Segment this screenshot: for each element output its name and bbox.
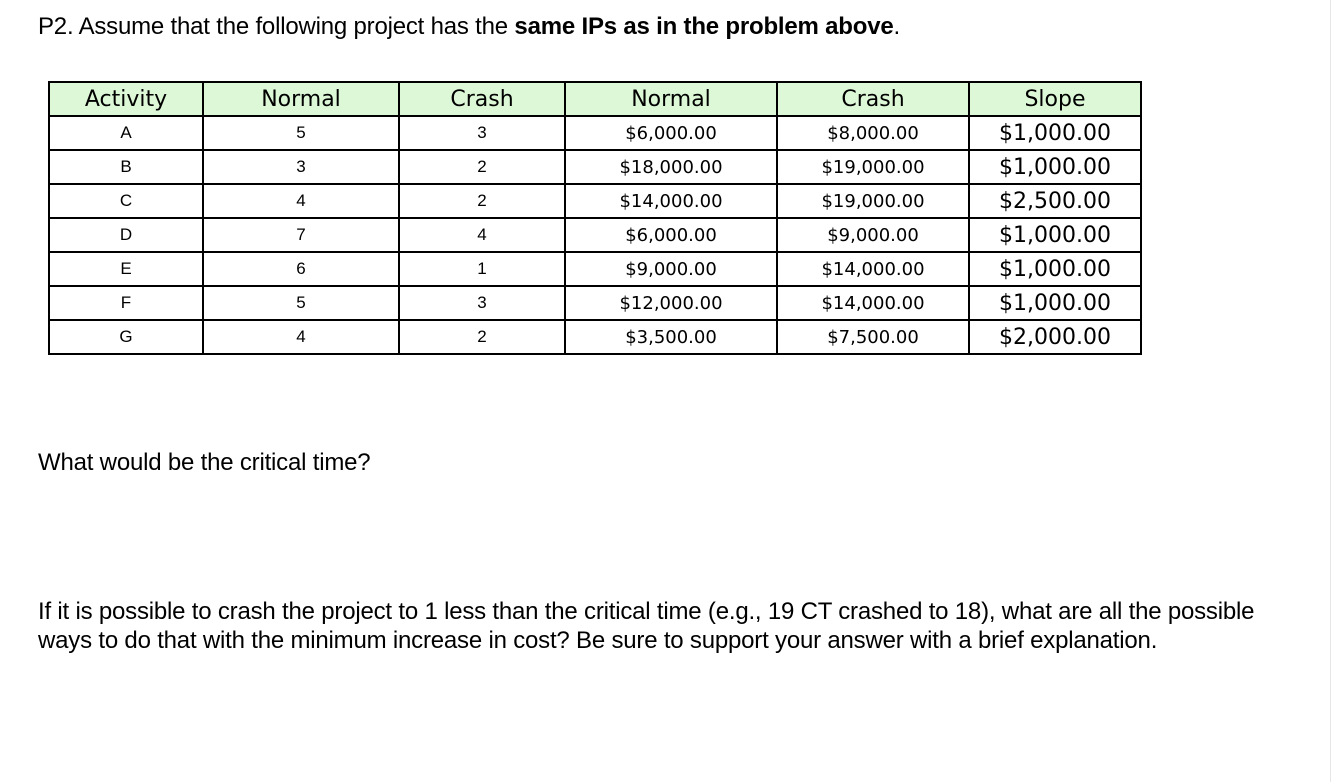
cell-crash-time: 2 xyxy=(399,320,565,354)
cell-normal-cost: $9,000.00 xyxy=(565,252,777,286)
cell-activity: C xyxy=(49,184,203,218)
header-activity: Activity xyxy=(49,82,203,116)
cell-crash-time: 1 xyxy=(399,252,565,286)
cell-crash-cost: $7,500.00 xyxy=(777,320,969,354)
cell-normal-time: 5 xyxy=(203,286,399,320)
cell-crash-cost: $19,000.00 xyxy=(777,150,969,184)
heading-suffix: . xyxy=(893,13,900,40)
cell-activity: A xyxy=(49,116,203,150)
header-slope: Slope xyxy=(969,82,1141,116)
table-row xyxy=(49,320,1141,354)
cell-normal-time: 3 xyxy=(203,150,399,184)
table-row xyxy=(49,286,1141,320)
cell-slope: $1,000.00 xyxy=(969,218,1141,252)
cell-activity: E xyxy=(49,252,203,286)
header-normal-cost: Normal xyxy=(565,82,777,116)
cell-crash-cost: $9,000.00 xyxy=(777,218,969,252)
cell-crash-time: 2 xyxy=(399,184,565,218)
table-row xyxy=(49,218,1141,252)
heading-bold: same IPs as in the problem above xyxy=(514,13,894,40)
cell-crash-cost: $14,000.00 xyxy=(777,286,969,320)
cell-normal-cost: $6,000.00 xyxy=(565,116,777,150)
cell-activity: G xyxy=(49,320,203,354)
page-edge xyxy=(1330,0,1342,782)
cell-normal-time: 4 xyxy=(203,184,399,218)
cell-slope: $1,000.00 xyxy=(969,252,1141,286)
table-row xyxy=(49,150,1141,184)
cell-crash-time: 4 xyxy=(399,218,565,252)
activity-table xyxy=(48,81,1142,355)
cell-activity: F xyxy=(49,286,203,320)
cell-activity: B xyxy=(49,150,203,184)
table-body xyxy=(49,116,1141,354)
cell-normal-cost: $18,000.00 xyxy=(565,150,777,184)
table-header-row xyxy=(49,82,1141,116)
cell-crash-cost: $8,000.00 xyxy=(777,116,969,150)
cell-normal-cost: $6,000.00 xyxy=(565,218,777,252)
cell-slope: $1,000.00 xyxy=(969,116,1141,150)
cell-normal-time: 7 xyxy=(203,218,399,252)
cell-crash-cost: $14,000.00 xyxy=(777,252,969,286)
cell-crash-time: 3 xyxy=(399,286,565,320)
cell-normal-cost: $14,000.00 xyxy=(565,184,777,218)
heading-prefix: P2. Assume that the following project has the xyxy=(38,13,515,40)
header-normal-time: Normal xyxy=(203,82,399,116)
cell-normal-time: 4 xyxy=(203,320,399,354)
cell-crash-time: 3 xyxy=(399,116,565,150)
table-row xyxy=(49,116,1141,150)
header-crash-cost: Crash xyxy=(777,82,969,116)
cell-normal-time: 6 xyxy=(203,252,399,286)
cell-crash-cost: $19,000.00 xyxy=(777,184,969,218)
cell-normal-time: 5 xyxy=(203,116,399,150)
cell-slope: $1,000.00 xyxy=(969,286,1141,320)
cell-crash-time: 2 xyxy=(399,150,565,184)
cell-normal-cost: $12,000.00 xyxy=(565,286,777,320)
table-row xyxy=(49,252,1141,286)
header-crash-time: Crash xyxy=(399,82,565,116)
cell-slope: $2,000.00 xyxy=(969,320,1141,354)
cell-slope: $1,000.00 xyxy=(969,150,1141,184)
table-row xyxy=(49,184,1141,218)
question-critical-time: What would be the critical time? xyxy=(38,449,371,476)
problem-heading xyxy=(38,13,900,41)
cell-slope: $2,500.00 xyxy=(969,184,1141,218)
cell-normal-cost: $3,500.00 xyxy=(565,320,777,354)
question-crash-options: If it is possible to crash the project to 1 less than the critical time (e.g., 19 CT crashed to 18), what are all the possible ways to do that with the minimum increase in cost? Be sure to support your answer with a brief explanation. xyxy=(38,598,1255,654)
cell-activity: D xyxy=(49,218,203,252)
